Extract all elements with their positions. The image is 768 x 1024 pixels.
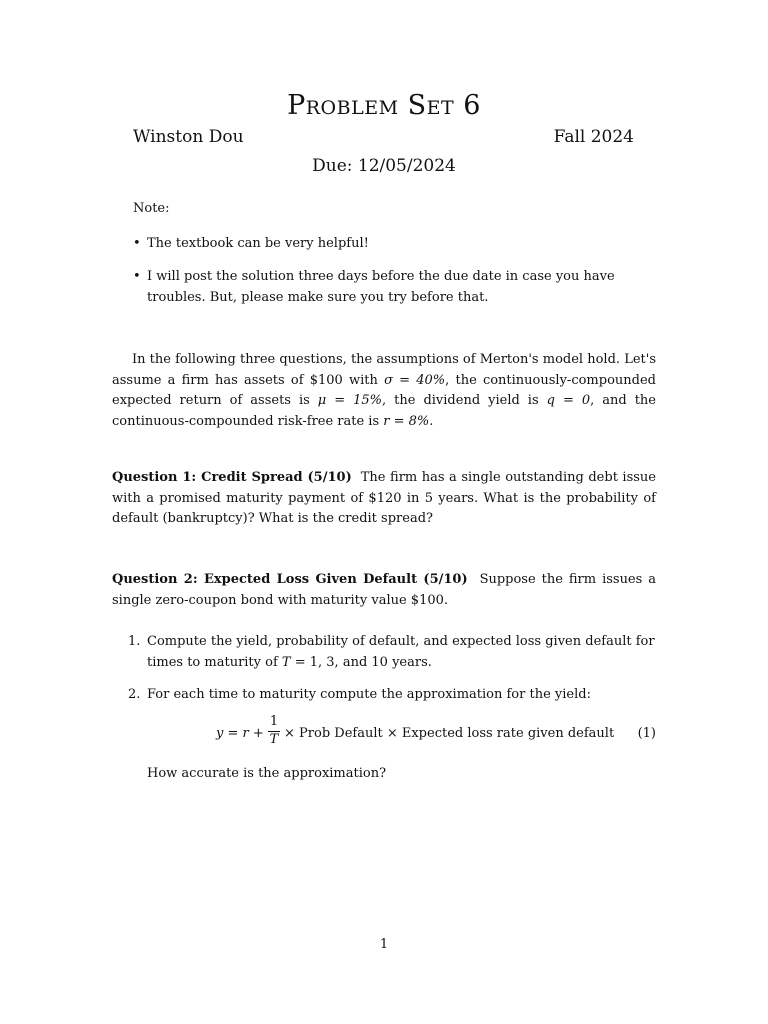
term-label: Fall 2024 <box>553 127 634 147</box>
list-item: 2. For each time to maturity compute the approximation for the yield: <box>128 687 591 702</box>
question-2 <box>112 570 656 611</box>
r-expression: r = 8% <box>383 413 430 429</box>
followup-question: How accurate is the approximation? <box>147 766 387 781</box>
mu-expression: μ = 15% <box>317 393 383 408</box>
note-label: Note: <box>133 201 170 216</box>
sigma-expression: σ = 40% <box>384 372 446 388</box>
page-number: 1 <box>379 937 389 952</box>
question-1-text: The firm has a single outstanding debt issue with a promised maturity payment of $120 in 5 years. What is the probability of default (bankruptcy)? What is the credit spread? <box>112 470 656 526</box>
intro-paragraph: In the following three questions, the assumptions of Merton's model hold. Let's assume a firm has assets of $100 with σ = 40%, the continuously-compounded expected return of assets is μ = 15%, the dividend yield is q = 0, and the continuous-compounded risk-free rate is r = 8%. <box>112 352 656 429</box>
note-bullet-item: • The textbook can be very helpful! <box>133 234 670 255</box>
note-bullet-item: • I will post the solution three days before the due date in case you have troubles. But, please make sure you try before that. <box>133 267 670 308</box>
author-name: Winston Dou <box>133 127 244 147</box>
list-item: 1. Compute the yield, probability of default, and expected loss given default for times to maturity of T = 1, 3, and 10 years. <box>128 634 655 670</box>
yield-equation <box>0 714 768 754</box>
equation-lhs: y = r + <box>216 726 264 741</box>
equation-fraction: 1 T <box>269 714 279 747</box>
document-title: Problem Set 6 <box>287 90 481 121</box>
question-1-heading: Question 1: Credit Spread (5/10) <box>112 470 352 485</box>
question-2-heading: Question 2: Expected Loss Given Default (5/10) <box>112 572 468 587</box>
question-2-text: Suppose the firm issues a single zero-coupon bond with maturity value $100. <box>112 572 657 608</box>
question-1 <box>112 468 656 530</box>
due-date: Due: 12/05/2024 <box>312 156 456 176</box>
equation-rhs: × Prob Default × Expected loss rate given default <box>284 726 615 741</box>
equation-number: (1) <box>637 726 656 741</box>
q-expression: q = 0 <box>546 393 591 408</box>
